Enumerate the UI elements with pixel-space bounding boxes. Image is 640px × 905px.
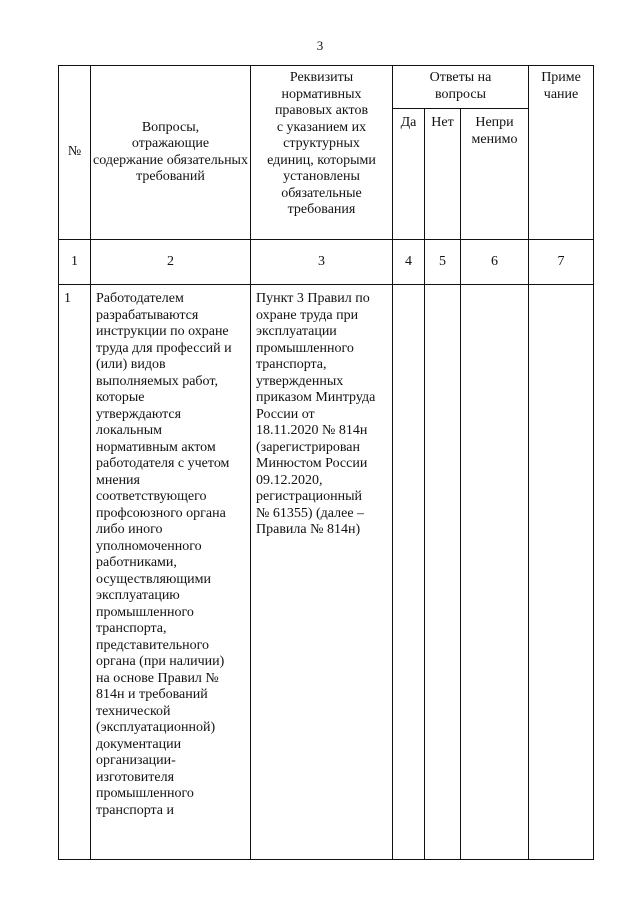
header-questions: Вопросы, отражающие содержание обязательных требований <box>91 66 251 240</box>
column-numbers-row <box>59 240 594 285</box>
column-number: 2 <box>91 240 251 285</box>
checklist-table <box>58 65 594 860</box>
row-note <box>529 285 594 860</box>
column-number: 4 <box>393 240 425 285</box>
column-number: 5 <box>425 240 461 285</box>
header-answers: Ответы на вопросы <box>393 66 529 109</box>
row-answer-not-applicable <box>461 285 529 860</box>
row-number: 1 <box>59 285 91 860</box>
column-number: 7 <box>529 240 594 285</box>
page-number: 3 <box>316 38 324 53</box>
header-note: Приме чание <box>529 66 594 240</box>
column-number: 1 <box>59 240 91 285</box>
header-not-applicable: Непри менимо <box>461 109 529 240</box>
row-requisites: Пункт 3 Правил по охране труда при эксплуатации промышленного транспорта, утвержденных приказом Минтруда России от 18.11.2020 № 814н (зарегистрирован Минюстом России 09.12.2020, регистрационный № 61355) (далее – Правила № 814н) <box>251 285 393 860</box>
row-answer-no <box>425 285 461 860</box>
row-question: Работодателем разрабатываются инструкции по охране труда для профессий и (или) видов выполняемых работ, которые утверждаются локальным нормативным актом работодателя с учетом мнения соответствующего профсоюзного органа либо иного уполномоченного работниками, осуществляющими эксплуатацию промышленного транспорта, представительного органа (при наличии) на основе Правил № 814н и требований технической (эксплуатационной) документации организации- изготовителя промышленного транспорта и <box>91 285 251 860</box>
column-number: 3 <box>251 240 393 285</box>
header-yes: Да <box>393 109 425 240</box>
header-requisites: Реквизиты нормативных правовых актов с указанием их структурных единиц, которыми установлены обязательные требования <box>251 66 393 240</box>
header-no-answer: Нет <box>425 109 461 240</box>
row-answer-yes <box>393 285 425 860</box>
column-number: 6 <box>461 240 529 285</box>
table-row <box>59 285 594 860</box>
header-number: № <box>59 66 91 240</box>
